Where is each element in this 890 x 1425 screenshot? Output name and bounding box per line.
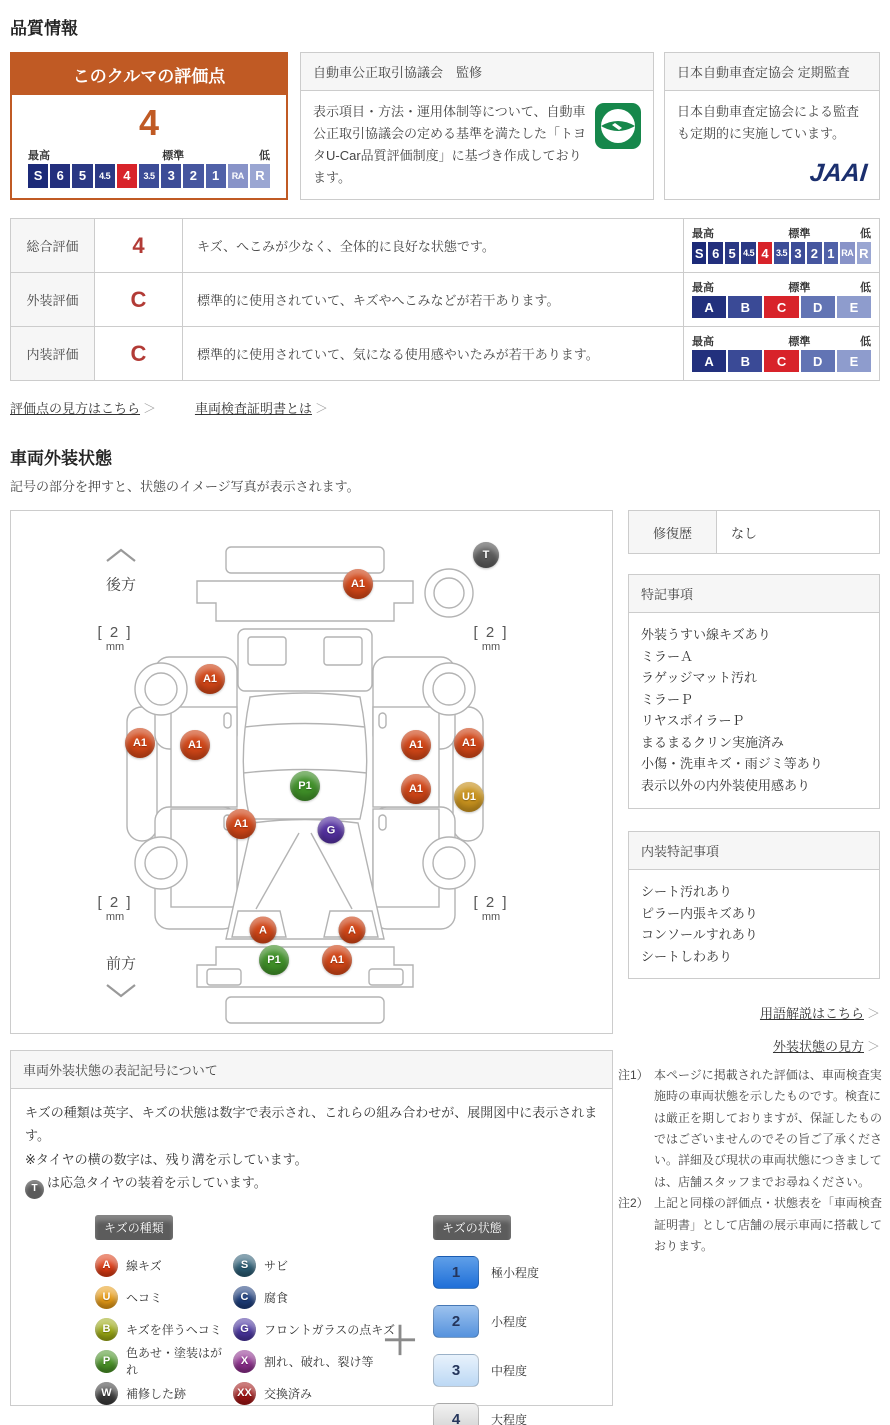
evaluation-label: 外装評価 — [11, 273, 95, 327]
note-item: リヤスポイラーＰ — [641, 713, 745, 729]
damage-marker-P1[interactable]: P1 — [259, 945, 289, 975]
damage-type-icon-G: G — [233, 1318, 256, 1341]
repair-history-label: 修復歴 — [629, 511, 717, 553]
damage-marker-A[interactable]: A — [250, 917, 277, 944]
links-row — [10, 398, 328, 418]
scale-cell-A: A — [692, 296, 726, 318]
score-value: 4 — [138, 102, 160, 143]
damage-type-icon-C: C — [233, 1286, 256, 1309]
damage-marker-A1[interactable]: A1 — [180, 730, 210, 760]
scale-cell-6: 6 — [708, 242, 722, 264]
damage-type-label: キズを伴うヘコミ — [126, 1322, 222, 1337]
damage-type-label: フロントガラスの点キズ — [264, 1322, 396, 1337]
note-item: シート汚れあり — [641, 884, 733, 899]
damage-marker-P1[interactable]: P1 — [290, 771, 320, 801]
damage-type-item-P — [95, 1346, 233, 1378]
scale-cell-D: D — [801, 350, 835, 372]
scale-label: 最高 — [28, 149, 50, 162]
evaluation-value: 4 — [95, 219, 183, 273]
damage-state-icon-2: 2 — [433, 1305, 479, 1338]
damage-type-label: 色あせ・塗装はがれ — [126, 1346, 223, 1378]
note-item: コンソールすれあり — [641, 927, 758, 943]
evaluation-label: 総合評価 — [11, 219, 95, 273]
scale-label: 最高 — [692, 282, 714, 294]
scale-label: 低 — [860, 228, 871, 240]
glossary-link[interactable]: 用語解説はこちら — [759, 1006, 864, 1021]
scale-cell-A: A — [692, 350, 726, 372]
note-item: ラゲッジマット汚れ — [641, 670, 757, 686]
interior-notes-title: 内装特記事項 — [629, 832, 879, 870]
legend-desc-line1: キズの種類は英字、キズの状態は数字で表示され、これらの組み合わせが、展開図中に表示されます。 — [25, 1105, 598, 1144]
scale-cell-S: S — [28, 164, 48, 188]
damage-state-item-3 — [433, 1354, 539, 1387]
plus-sign: ＋ — [381, 1320, 420, 1363]
damage-type-legend-title: キズの種類 — [95, 1215, 173, 1240]
note-item: ピラー内張キズあり — [641, 905, 758, 921]
exterior-diagram-box — [10, 510, 613, 1034]
scale-cell-C: C — [764, 296, 798, 318]
scale-label: 標準 — [162, 149, 185, 162]
damage-marker-U1[interactable]: U1 — [454, 782, 484, 812]
scale-cell-E: E — [837, 350, 871, 372]
scale-cell-3.5: 3.5 — [139, 164, 159, 188]
damage-state-icon-4: 4 — [433, 1403, 479, 1425]
damage-type-label: ヘコミ — [126, 1290, 163, 1305]
supervision-body: 表示項目・方法・運用体制等について、自動車公正取引協議会の定める基準を満たした「トヨタU-Car品質評価制度」に基づき作成しております。 — [313, 104, 587, 186]
note-item: ミラーＰ — [641, 691, 694, 707]
damage-type-label: 交換済み — [264, 1386, 313, 1401]
footnote-text: 本ページに掲載された評価は、車両検査実施時の車両状態を示したものです。検査には厳正を期しておりますが、保証したものではございませんのでその旨ご了承ください。詳細及び現状の車両状態につきましては、店舗スタッフまでお尋ねください。 — [654, 1068, 883, 1189]
scale-cell-3.5: 3.5 — [774, 242, 788, 264]
scale-label: 標準 — [788, 282, 811, 294]
scale-label: 最高 — [692, 228, 714, 240]
footnote-label: 注1） — [618, 1068, 649, 1082]
scale-cell-4.5: 4.5 — [741, 242, 755, 264]
scale-cell-S: S — [692, 242, 706, 264]
note-item: ミラーＡ — [641, 648, 694, 664]
evaluation-description: キズ、へこみが少なく、全体的に良好な状態です。 — [183, 219, 684, 273]
chevron-up-icon[interactable] — [104, 547, 138, 563]
scale-cell-4: 4 — [117, 164, 137, 188]
damage-type-item-XX — [233, 1382, 415, 1405]
evaluation-row — [11, 327, 880, 381]
repair-history-value: なし — [731, 525, 758, 541]
note-item: シートしわあり — [641, 948, 733, 964]
scale-cell-1: 1 — [206, 164, 226, 188]
damage-type-icon-XX: XX — [233, 1382, 256, 1405]
score-scale — [28, 147, 270, 188]
damage-marker-A1[interactable]: A1 — [125, 728, 155, 758]
note-item: 外装うすい線キズあり — [641, 627, 771, 642]
chevron-right-icon: ＞ — [866, 1039, 880, 1054]
damage-marker-A1[interactable]: A1 — [343, 569, 373, 599]
chevron-right-icon: ＞ — [314, 401, 328, 416]
damage-type-label: 補修した跡 — [126, 1386, 187, 1401]
audit-body: 日本自動車査定協会による監査も定期的に実施しています。 — [677, 104, 860, 142]
tread-depth-label: [ 2 ] mm — [97, 624, 133, 654]
damage-state-legend-title: キズの状態 — [433, 1215, 511, 1240]
exterior-view-link[interactable]: 外装状態の見方 — [772, 1039, 864, 1054]
damage-marker-A1[interactable]: A1 — [195, 664, 225, 694]
damage-marker-G[interactable]: G — [318, 817, 345, 844]
scale-cell-R: R — [250, 164, 270, 188]
damage-type-item-W — [95, 1382, 233, 1405]
scale-cell-2: 2 — [807, 242, 821, 264]
evaluation-row — [11, 273, 880, 327]
scale-label: 低 — [259, 149, 270, 162]
special-notes-box — [628, 574, 880, 809]
evaluation-description: 標準的に使用されていて、キズやへこみなどが若干あります。 — [183, 273, 684, 327]
scale-label: 最高 — [692, 336, 714, 348]
footnote — [618, 1065, 884, 1193]
footnotes — [618, 1065, 884, 1257]
damage-state-label: 中程度 — [491, 1363, 528, 1378]
damage-state-icon-1: 1 — [433, 1256, 479, 1289]
scale-cell-RA: RA — [228, 164, 248, 188]
scale-cell-D: D — [801, 296, 835, 318]
damage-type-label: 割れ、破れ、裂け等 — [264, 1354, 374, 1369]
scale-cell-5: 5 — [72, 164, 92, 188]
evaluation-description: 標準的に使用されていて、気になる使用感やいたみが若干あります。 — [183, 327, 684, 381]
note-item: 表示以外の内外装使用感あり — [641, 778, 811, 794]
footnote-text: 上記と同様の評価点・状態表を「車両検査証明書」として店舗の展示車両に搭載しております。 — [654, 1196, 883, 1253]
damage-type-icon-B: B — [95, 1318, 118, 1341]
damage-type-icon-S: S — [233, 1254, 256, 1277]
damage-marker-A1[interactable]: A1 — [322, 945, 352, 975]
damage-marker-A1[interactable]: A1 — [401, 774, 431, 804]
damage-state-item-1 — [433, 1256, 539, 1289]
evaluation-label: 内装評価 — [11, 327, 95, 381]
chevron-right-icon: ＞ — [866, 1006, 880, 1021]
legend-box-title: 車両外装状態の表記記号について — [11, 1051, 612, 1089]
exterior-section-title: 車両外装状態 — [10, 449, 112, 468]
supervision-box — [300, 52, 654, 200]
damage-type-icon-A: A — [95, 1254, 118, 1277]
damage-type-icon-W: W — [95, 1382, 118, 1405]
damage-type-label: 腐食 — [264, 1290, 289, 1305]
exterior-section-subtitle: 記号の部分を押すと、状態のイメージ写真が表示されます。 — [10, 479, 360, 494]
scale-label: 低 — [860, 336, 871, 348]
interior-notes-box — [628, 831, 880, 979]
damage-marker-A[interactable]: A — [339, 917, 366, 944]
scale-cell-2: 2 — [183, 164, 203, 188]
page-title: 品質情報 — [10, 19, 78, 38]
scale-cell-5: 5 — [725, 242, 739, 264]
front-direction-label: 前方 — [105, 955, 137, 973]
damage-type-item-A — [95, 1254, 233, 1277]
scale-label: 標準 — [788, 336, 811, 348]
scale-cell-1: 1 — [824, 242, 838, 264]
damage-type-item-S — [233, 1254, 415, 1277]
damage-type-icon-U: U — [95, 1286, 118, 1309]
scale-cell-6: 6 — [50, 164, 70, 188]
score-guide-link[interactable]: 評価点の見方はこちら — [10, 401, 141, 416]
special-notes-title: 特記事項 — [629, 575, 879, 613]
certificate-link[interactable]: 車両検査証明書とは — [194, 401, 312, 416]
damage-type-label: 線キズ — [126, 1258, 162, 1273]
score-box — [10, 52, 288, 200]
damage-state-label: 大程度 — [491, 1412, 528, 1425]
damage-state-label: 極小程度 — [491, 1265, 540, 1280]
evaluation-scale — [684, 219, 880, 273]
scale-cell-E: E — [837, 296, 871, 318]
scale-label: 標準 — [788, 228, 811, 240]
chevron-right-icon: ＞ — [143, 401, 157, 416]
rear-direction-label: 後方 — [105, 576, 137, 594]
legend-area — [95, 1215, 612, 1425]
damage-marker-T[interactable]: T — [473, 542, 499, 568]
right-links — [628, 1003, 880, 1069]
chevron-down-icon[interactable] — [104, 983, 138, 999]
repair-history-table — [628, 510, 880, 554]
temp-tire-icon: T — [25, 1180, 44, 1199]
note-item: まるまるクリン実施済み — [641, 734, 785, 750]
damage-type-item-U — [95, 1286, 233, 1309]
damage-type-label: サビ — [264, 1258, 289, 1273]
scale-cell-4.5: 4.5 — [95, 164, 115, 188]
footnote-label: 注2） — [618, 1196, 649, 1211]
scale-cell-B: B — [728, 350, 762, 372]
damage-state-icon-3: 3 — [433, 1354, 479, 1387]
fair-trade-council-logo — [595, 103, 641, 156]
audit-title: 日本自動車査定協会 定期監査 — [665, 53, 879, 91]
evaluation-table — [10, 218, 880, 381]
legend-box — [10, 1050, 613, 1425]
jaai-logo: JAAI — [808, 158, 869, 187]
score-box-title: このクルマの評価点 — [12, 54, 286, 95]
evaluation-value: C — [95, 327, 183, 381]
damage-marker-A1[interactable]: A1 — [454, 728, 484, 758]
evaluation-scale — [684, 273, 880, 327]
scale-cell-R: R — [857, 242, 871, 264]
scale-cell-4: 4 — [758, 242, 772, 264]
damage-marker-A1[interactable]: A1 — [226, 809, 256, 839]
damage-state-item-4 — [433, 1403, 539, 1425]
legend-desc-line3: T は応急タイヤの装着を示しています。 — [25, 1171, 598, 1199]
scale-cell-B: B — [728, 296, 762, 318]
scale-cell-3: 3 — [161, 164, 181, 188]
tread-depth-label: [ 2 ] mm — [473, 624, 509, 654]
damage-state-item-2 — [433, 1305, 539, 1338]
audit-box — [664, 52, 880, 200]
damage-type-icon-P: P — [95, 1350, 118, 1373]
scale-label: 低 — [860, 282, 871, 294]
evaluation-row — [11, 219, 880, 273]
damage-marker-A1[interactable]: A1 — [401, 730, 431, 760]
evaluation-value: C — [95, 273, 183, 327]
scale-cell-3: 3 — [791, 242, 805, 264]
footnote — [618, 1193, 884, 1257]
tread-depth-label: [ 2 ] mm — [473, 894, 509, 924]
note-item: 小傷・洗車キズ・雨ジミ等あり — [641, 756, 823, 772]
damage-type-item-C — [233, 1286, 415, 1309]
tread-depth-label: [ 2 ] mm — [97, 894, 133, 924]
damage-state-label: 小程度 — [491, 1314, 528, 1329]
damage-type-icon-X: X — [233, 1350, 256, 1373]
supervision-title: 自動車公正取引協議会 監修 — [301, 53, 653, 91]
scale-cell-C: C — [764, 350, 798, 372]
scale-cell-RA: RA — [840, 242, 854, 264]
evaluation-scale — [684, 327, 880, 381]
legend-desc-line2: ※タイヤの横の数字は、残り溝を示しています。 — [25, 1151, 308, 1167]
damage-type-item-B — [95, 1318, 233, 1341]
